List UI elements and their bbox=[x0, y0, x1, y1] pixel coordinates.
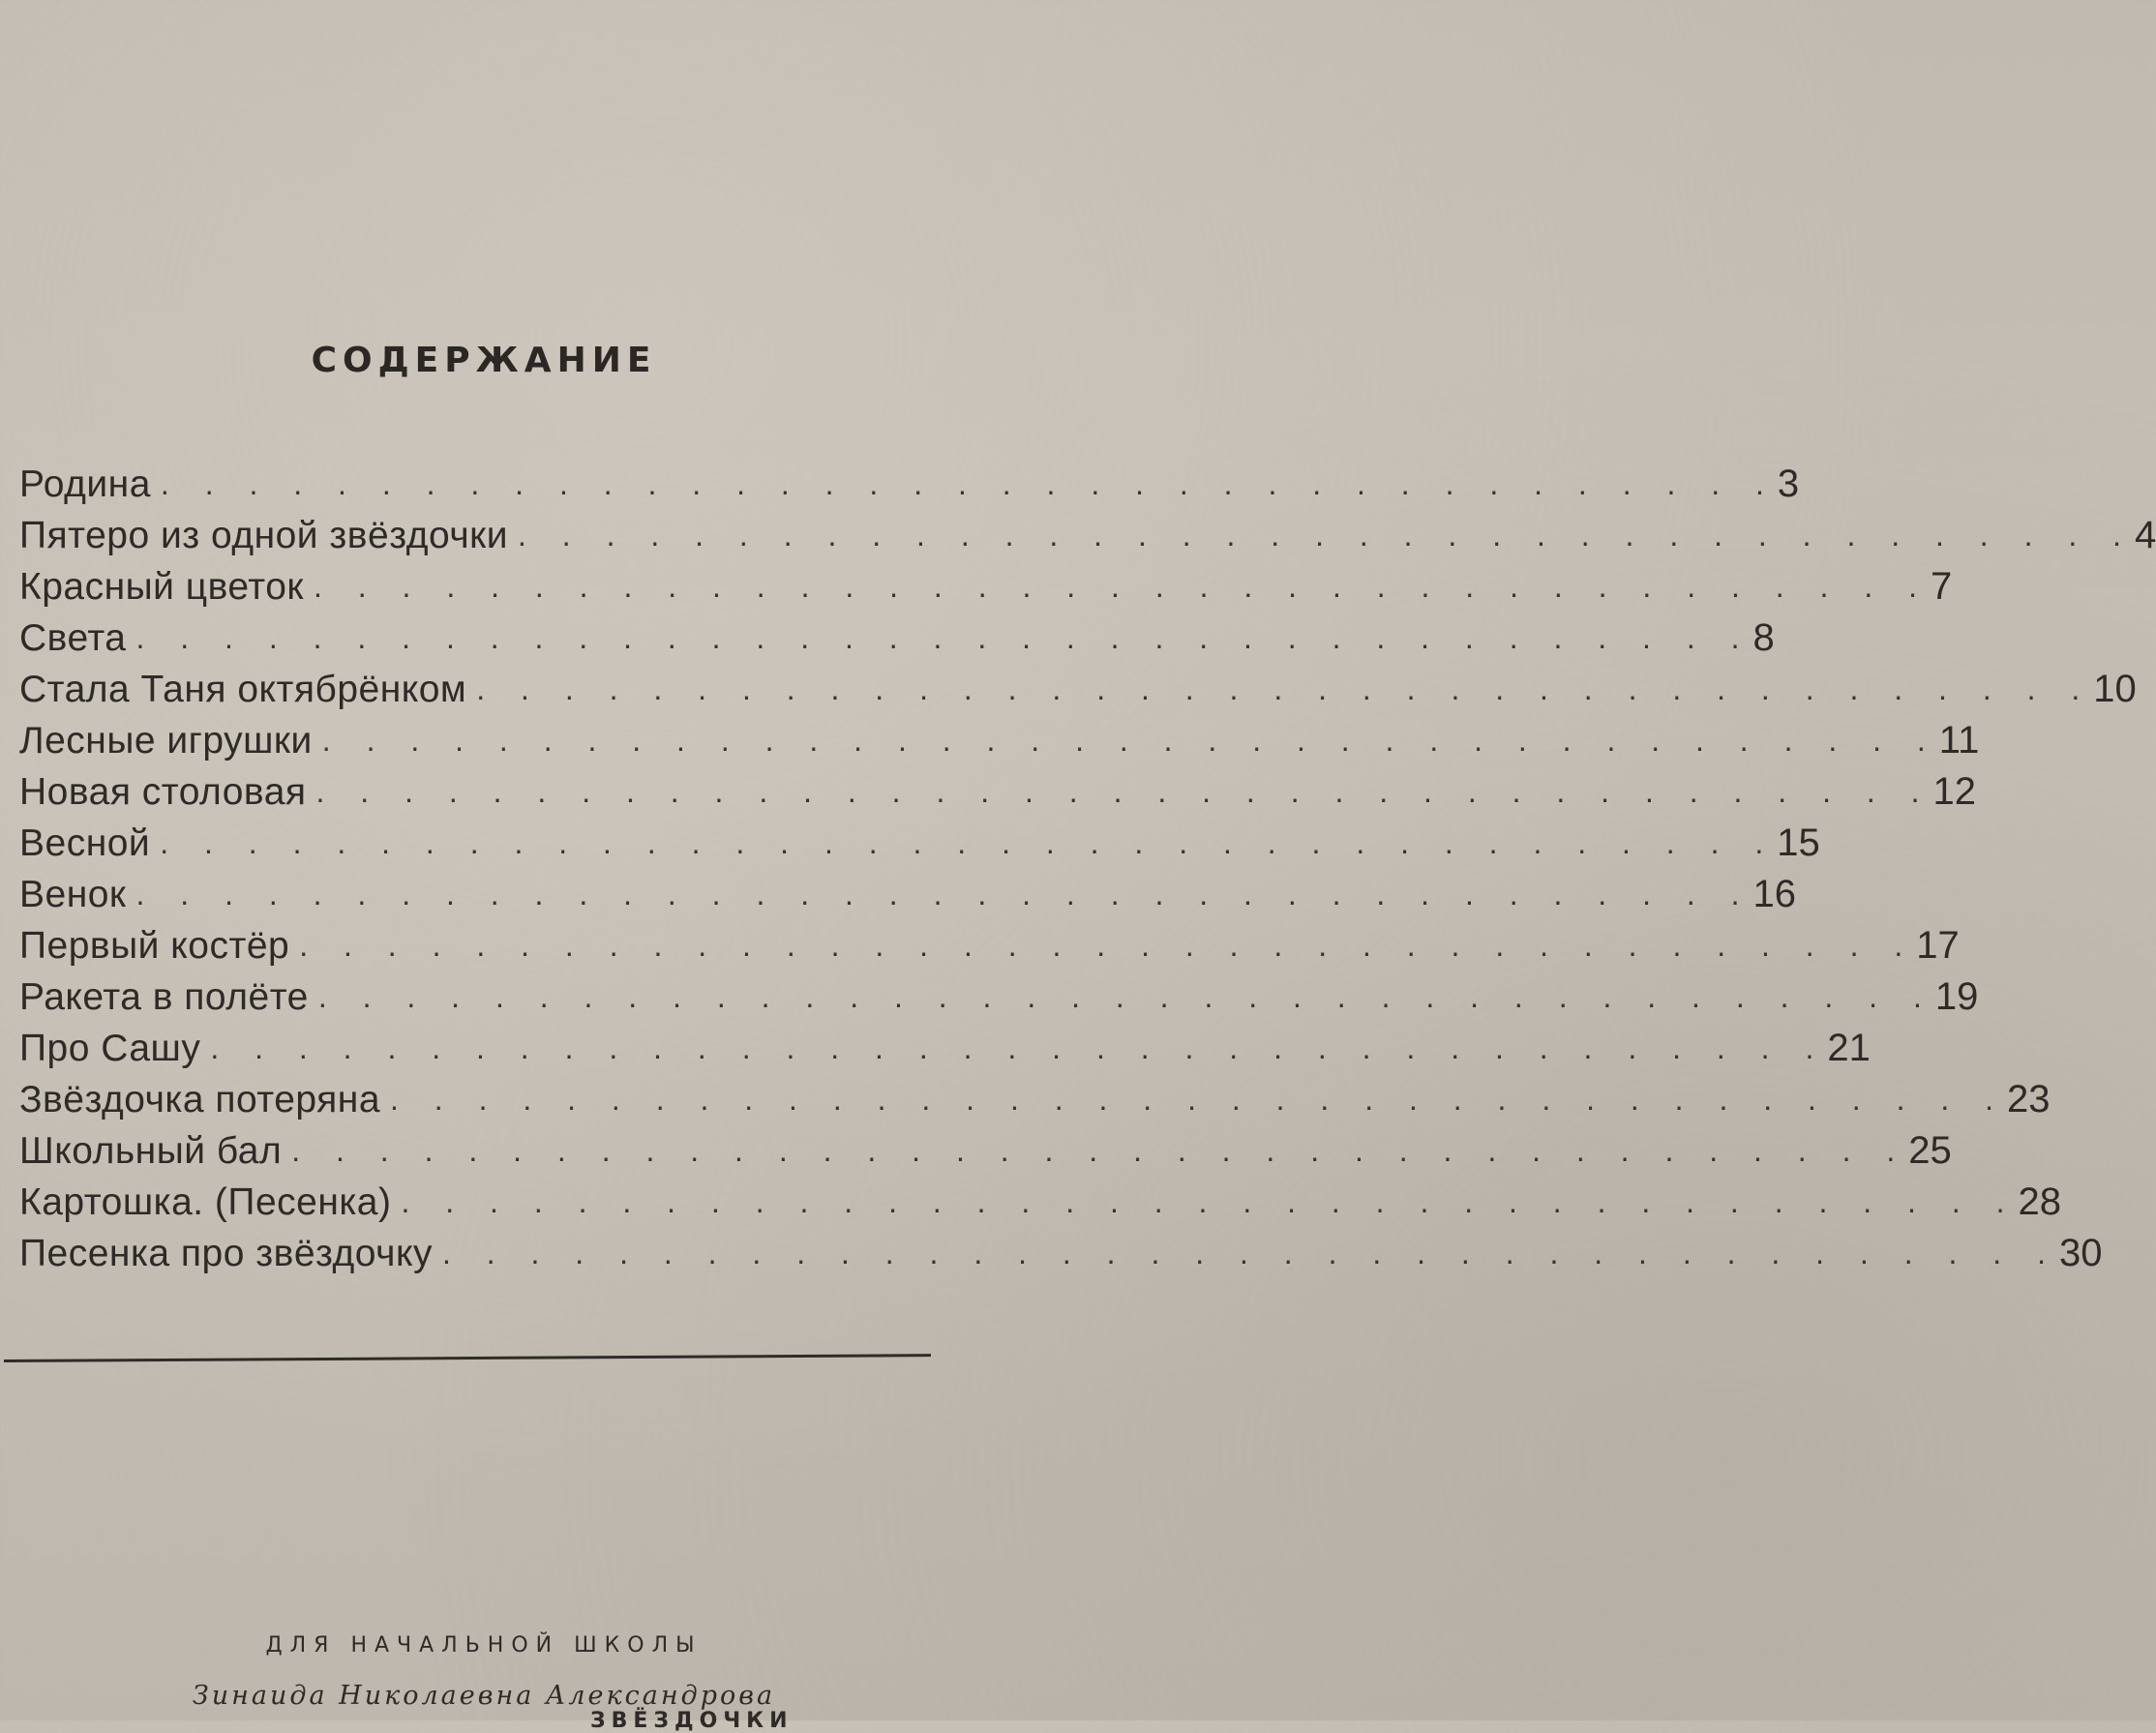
toc-entry-title: Про Сашу bbox=[19, 1028, 201, 1069]
toc-entry bbox=[19, 869, 1797, 920]
toc-entry-page: 11 bbox=[1938, 719, 1980, 762]
toc-entry-page: 19 bbox=[1934, 975, 1979, 1018]
toc-entry-title: Родина bbox=[19, 463, 151, 505]
toc-entry-title: Весной bbox=[19, 822, 151, 864]
toc-entry-title: Венок bbox=[19, 874, 127, 915]
toc-dot-leader: . . . . . . . . . . . . . . . . . . . . . . . . . . . . . . . . . . . . . bbox=[160, 825, 1778, 860]
toc-entry bbox=[19, 818, 1820, 869]
toc-dot-leader: . . . . . . . . . . . . . . . . . . . . . . . . . . . . . . . . . . . . . bbox=[441, 1236, 2059, 1270]
toc-entry bbox=[19, 971, 1979, 1023]
toc-dot-leader: . . . . . . . . . . . . . . . . . . . . . . . . . . . . . . . . . . . . . bbox=[315, 774, 1933, 809]
toc-entry bbox=[19, 561, 1953, 613]
toc-dot-leader: . . . . . . . . . . . . . . . . . . . . . . . . . . . . . . . . . . . . . bbox=[313, 569, 1931, 604]
toc-dot-leader: . . . . . . . . . . . . . . . . . . . . . . . . . . . . . . . . . . . . . bbox=[518, 518, 2136, 553]
toc-entry bbox=[19, 1074, 2051, 1125]
toc-dot-leader: . . . . . . . . . . . . . . . . . . . . . . . . . . . . . . . . . . . . . bbox=[317, 979, 1935, 1014]
toc-entry-title: Первый костёр bbox=[19, 925, 290, 967]
toc-entry-page: 10 bbox=[2093, 668, 2137, 710]
toc-entry-page: 7 bbox=[1931, 565, 1953, 608]
toc-entry bbox=[19, 715, 1980, 766]
toc-entry-page: 23 bbox=[2007, 1078, 2051, 1120]
toc-dot-leader: . . . . . . . . . . . . . . . . . . . . . . . . . . . . . . . . . . . . . bbox=[210, 1031, 1828, 1065]
contents-heading: СОДЕРЖАНИЕ bbox=[311, 341, 657, 380]
toc-entry bbox=[19, 1023, 1871, 1074]
toc-dot-leader: . . . . . . . . . . . . . . . . . . . . . . . . . . . . . . . . . . . . . bbox=[135, 877, 1753, 911]
toc-entry-page: 17 bbox=[1916, 924, 1960, 967]
cut-off-title-text: ЗВЁЗДОЧКИ bbox=[590, 1709, 794, 1733]
toc-entry bbox=[19, 920, 1960, 971]
toc-entry bbox=[19, 1177, 2061, 1228]
toc-entry-title: Лесные игрушки bbox=[19, 720, 313, 762]
toc-entry-title: Пятеро из одной звёздочки bbox=[19, 515, 508, 556]
toc-entry-title: Звёздочка потеряна bbox=[19, 1079, 381, 1120]
toc-entry bbox=[19, 1125, 1952, 1177]
toc-entry bbox=[19, 1228, 2103, 1279]
toc-entry bbox=[19, 766, 1977, 818]
toc-dot-leader: . . . . . . . . . . . . . . . . . . . . . . . . . . . . . . . . . . . . . bbox=[291, 1133, 1909, 1168]
toc-entry bbox=[19, 510, 2156, 561]
toc-entry-title: Света bbox=[19, 617, 127, 659]
toc-entry-title: Стала Таня октябрёнком bbox=[19, 669, 467, 710]
toc-entry-page: 3 bbox=[1777, 463, 1800, 505]
toc-entry-page: 4 bbox=[2135, 514, 2156, 556]
toc-dot-leader: . . . . . . . . . . . . . . . . . . . . . . . . . . . . . . . . . . . . . bbox=[401, 1184, 2019, 1219]
toc-entry-page: 28 bbox=[2018, 1180, 2061, 1223]
toc-dot-leader: . . . . . . . . . . . . . . . . . . . . . . . . . . . . . . . . . . . . . bbox=[299, 928, 1917, 963]
toc-entry-page: 16 bbox=[1752, 873, 1797, 915]
toc-entry-page: 21 bbox=[1827, 1027, 1871, 1069]
toc-entry-page: 8 bbox=[1752, 616, 1775, 659]
toc-dot-leader: . . . . . . . . . . . . . . . . . . . . . . . . . . . . . . . . . . . . . bbox=[160, 466, 1778, 501]
toc-entry-page: 30 bbox=[2058, 1232, 2103, 1274]
horizontal-rule bbox=[4, 1354, 931, 1362]
toc-entry-page: 15 bbox=[1777, 822, 1820, 864]
toc-entry bbox=[19, 613, 1775, 664]
toc-entry-title: Школьный бал bbox=[19, 1130, 283, 1172]
toc-entry bbox=[19, 664, 2137, 715]
toc-entry-title: Ракета в полёте bbox=[19, 976, 309, 1018]
toc-entry-page: 12 bbox=[1932, 770, 1977, 813]
toc-entry-title: Картошка. (Песенка) bbox=[19, 1181, 392, 1223]
toc-dot-leader: . . . . . . . . . . . . . . . . . . . . . . . . . . . . . . . . . . . . . bbox=[476, 672, 2094, 706]
toc-entry-title: Песенка про звёздочку bbox=[19, 1233, 433, 1274]
toc-dot-leader: . . . . . . . . . . . . . . . . . . . . . . . . . . . . . . . . . . . . . bbox=[321, 723, 1939, 758]
toc-entry-title: Новая столовая bbox=[19, 771, 307, 813]
table-of-contents bbox=[19, 459, 2156, 1279]
toc-entry-title: Красный цветок bbox=[19, 566, 304, 608]
author-name: Зинаида Николаевна Александрова bbox=[192, 1681, 776, 1711]
series-label: ДЛЯ НАЧАЛЬНОЙ ШКОЛЫ bbox=[265, 1633, 703, 1658]
toc-dot-leader: . . . . . . . . . . . . . . . . . . . . . . . . . . . . . . . . . . . . . bbox=[135, 620, 1753, 655]
toc-dot-leader: . . . . . . . . . . . . . . . . . . . . . . . . . . . . . . . . . . . . . bbox=[390, 1082, 2008, 1117]
toc-entry bbox=[19, 459, 1800, 510]
cut-off-title bbox=[590, 1709, 794, 1733]
toc-entry-page: 25 bbox=[1908, 1129, 1952, 1172]
